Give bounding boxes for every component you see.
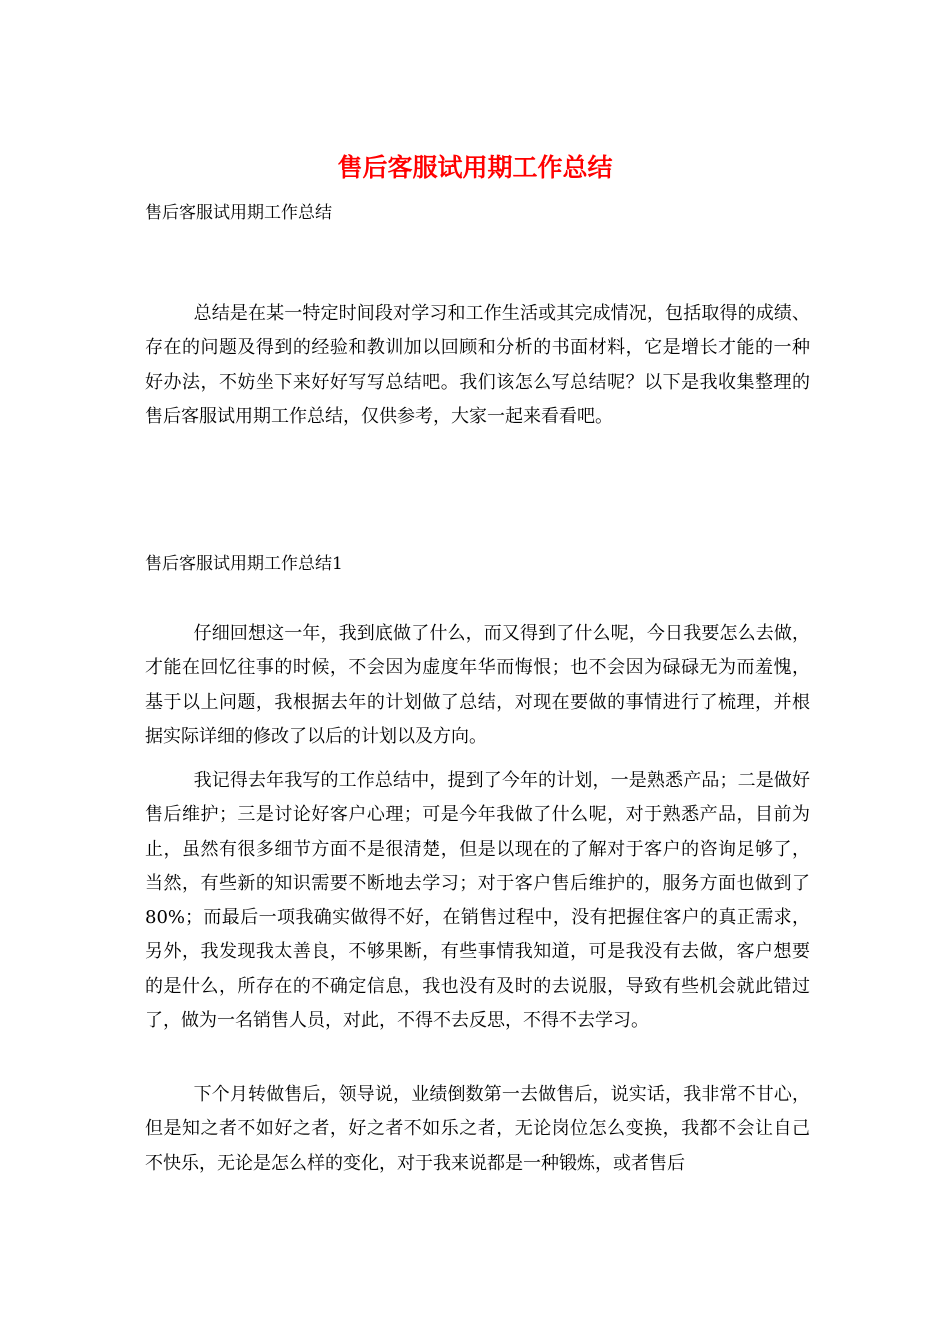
document-title: 售后客服试用期工作总结 xyxy=(337,153,613,182)
intro-paragraph: 总结是在某一特定时间段对学习和工作生活或其完成情况，包括取得的成绩、存在的问题及得到的经验和教训加以回顾和分析的书面材料，它是增长才能的一种好办法，不妨坐下来好好写写总结吧。我们该怎么写总结呢？以下是我收集整理的售后客服试用期工作总结，仅供参考，大家一起来看看吧。 xyxy=(145,303,810,427)
body-paragraph-1: 仔细回想这一年，我到底做了什么，而又得到了什么呢，今日我要怎么去做，才能在回忆往事的时候，不会因为虚度年华而悔恨；也不会因为碌碌无为而羞愧，基于以上问题，我根据去年的计划做了总结，对现在要做的事情进行了梳理，并根据实际详细的修改了以后的计划以及方向。 xyxy=(145,623,810,747)
document-subtitle: 售后客服试用期工作总结 xyxy=(145,203,332,223)
body-paragraph-3: 下个月转做售后，领导说，业绩倒数第一去做售后，说实话，我非常不甘心，但是知之者不如好之者，好之者不如乐之者，无论岗位怎么变换，我都不会让自己不快乐，无论是怎么样的变化，对于我来说都是一种锻炼，或者售后 xyxy=(145,1084,810,1174)
section-heading: 售后客服试用期工作总结1 xyxy=(145,554,343,574)
body-paragraph-2: 我记得去年我写的工作总结中，提到了今年的计划，一是熟悉产品；二是做好售后维护；三是讨论好客户心理；可是今年我做了什么呢，对于熟悉产品，目前为止，虽然有很多细节方面不是很清楚，但是以现在的了解对于客户的咨询足够了，当然，有些新的知识需要不断地去学习；对于客户售后维护的，服务方面也做到了80%；而最后一项我确实做得不好，在销售过程中，没有把握住客户的真正需求，另外，我发现我太善良，不够果断，有些事情我知道，可是我没有去做，客户想要的是什么，所存在的不确定信息，我也没有及时的去说服，导致有些机会就此错过了，做为一名销售人员，对此，不得不去反思，不得不去学习。 xyxy=(145,770,810,1032)
